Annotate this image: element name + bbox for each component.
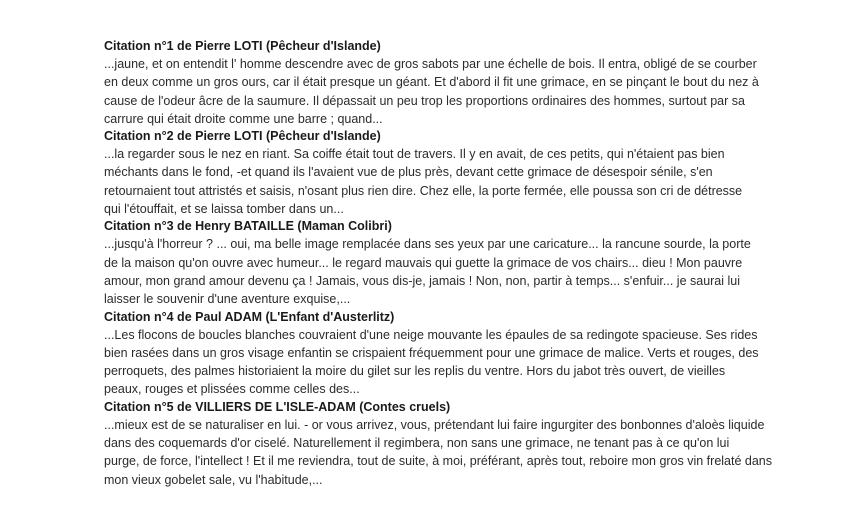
citation-title: Citation n°2 de Pierre LOTI (Pêcheur d'Islande) <box>104 129 381 144</box>
citation-text-line: amour, mon grand amour devenu ça ! Jamais, vous dis-je, jamais ! Non, non, partir à temps... s'enfuir... je saurai lui <box>104 273 741 288</box>
citation-title: Citation n°5 de VILLIERS DE L'ISLE-ADAM (Contes cruels) <box>104 399 451 414</box>
citation-text-line: ...mieux est de se naturaliser en lui. - or vous arrivez, vous, prétendant lui faire ingurgiter des bonbonnes d'aloès liquide <box>104 417 765 432</box>
citation-text-line: ...jusqu'à l'horreur ? ... oui, ma belle image remplacée dans ses yeux par une caricature... la rancune sourde, la porte <box>104 237 751 252</box>
citation-text-line: bien rasées dans un gros visage enfantin se crispaient fréquemment pour une grimace de malice. Verts et rouges, des <box>104 345 759 360</box>
citation-title: Citation n°4 de Paul ADAM (L'Enfant d'Austerlitz) <box>104 309 395 324</box>
citation-text-line: carrure qui était droite comme une barre ; quand... <box>104 111 383 126</box>
citation-list <box>104 38 844 489</box>
citation-text-line: cause de l'odeur âcre de la saumure. Il dépassait un peu trop les proportions ordinaires des hommes, surtout par sa <box>104 93 745 108</box>
citation-text-line: dans des coquemards d'or ciselé. Naturellement il regimbera, non sans une grimace, ne tenant pas à ce qu'on lui <box>104 436 730 451</box>
citation-title: Citation n°3 de Henry BATAILLE (Maman Colibri) <box>104 219 392 234</box>
citation-text-line: ...Les flocons de boucles blanches couvraient d'une neige mouvante les épaules de sa redingote spacieuse. Ses rides <box>104 327 758 342</box>
citation-text-line: retournaient tout attristés et saisis, n'osant plus rien dire. Chez elle, la porte fermée, elle poussa son cri de détresse <box>104 183 743 198</box>
citation-block <box>104 309 844 399</box>
citation-block <box>104 38 844 128</box>
citation-text-line: ...la regarder sous le nez en riant. Sa coiffe était tout de travers. Il y en avait, de ces petits, qui n'étaient pas bien <box>104 147 725 162</box>
citation-text-line: laisser le souvenir d'une aventure exquise,... <box>104 292 351 307</box>
citation-title: Citation n°1 de Pierre LOTI (Pêcheur d'Islande) <box>104 39 381 53</box>
citation-text-line: purge, de force, l'intellect ! Et il me reviendra, tout de suite, à moi, préférant, après tout, reboire mon gros vin frelaté dans <box>104 454 773 469</box>
citation-text-line: mon vieux gobelet sale, vu l'habitude,... <box>104 472 323 487</box>
citation-text-line: perroquets, des palmes historiaient la moire du gilet sur les replis du ventre. Hors du jabot très ouvert, de vieilles <box>104 364 726 379</box>
citation-block <box>104 128 844 218</box>
citation-text-line: peaux, rouges et plissées comme celles des... <box>104 382 360 397</box>
citation-text-line: ...jaune, et on entendit l' homme descendre avec de gros sabots par une échelle de bois. Il entra, obligé de se courber <box>104 57 757 71</box>
citation-text-line: de la maison qu'on ouvre avec humeur... le regard mauvais qui guette la grimace de vos chairs... dieu ! Mon pauvre <box>104 255 743 270</box>
citation-text-line: en deux comme un gros ours, car il était presque un géant. Et d'abord il fit une grimace, en se pinçant le bout du nez à <box>104 75 759 90</box>
citation-text-line: qui l'étouffait, et se laissa tomber dans un... <box>104 202 344 217</box>
citation-block <box>104 399 844 489</box>
citation-text-line: méchants dans le fond, -et quand ils l'avaient vue de plus près, devant cette grimace de désespoir sénile, s'en <box>104 165 713 180</box>
citation-block <box>104 218 844 308</box>
